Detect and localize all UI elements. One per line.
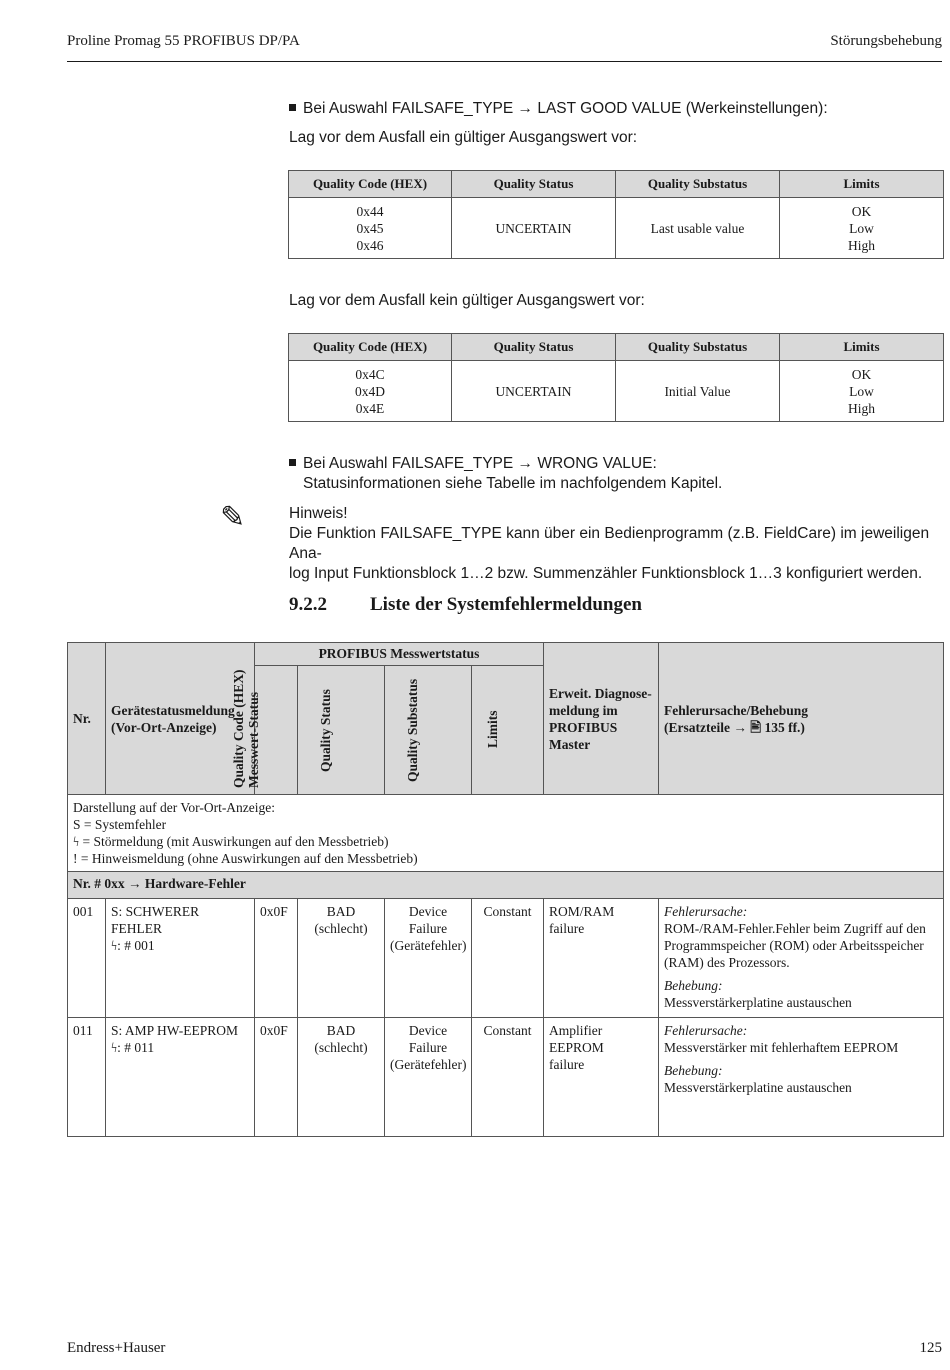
diagnosis-text: failure — [549, 921, 585, 936]
legend-line: ϟ = Störmeldung (mit Auswirkungen auf den Messbetrieb) — [73, 834, 389, 849]
header-limits: Limits — [780, 334, 944, 361]
cell-nr: 001 — [68, 899, 106, 1018]
code-value: 0x44 — [356, 203, 384, 219]
section-title: Liste der Systemfehlermeldungen — [370, 594, 642, 615]
vertical-header-text: Quality Substatus — [405, 678, 420, 782]
header-text: Erweit. Diagnose- — [549, 685, 652, 701]
header-quality-code: Quality Code (HEX) — [289, 171, 452, 198]
cell-quality-status — [298, 899, 385, 1018]
quality-table-valid — [288, 170, 944, 259]
header-text: Messwert-Status — [246, 692, 261, 788]
bullet-last-good-value — [289, 99, 828, 119]
note-line: Die Funktion FAILSAFE_TYPE kann über ein Bedienprogramm (z.B. FieldCare) im jeweiligen Ana- — [289, 525, 930, 562]
header-quality-substatus — [385, 666, 472, 795]
cell-quality-substatus — [385, 899, 472, 1018]
message-text: S: AMP HW-EEPROM — [111, 1023, 239, 1038]
code-value: 0x4E — [355, 400, 385, 416]
header-text: (Ersatzteile → 🖹 135 ff.) — [664, 719, 805, 735]
cell-quality-status: UNCERTAIN — [452, 361, 616, 422]
message-text: S: SCHWERER FEHLER — [111, 904, 200, 936]
paragraph-valid-value: Lag vor dem Ausfall ein gültiger Ausgangswert vor: — [289, 129, 638, 146]
company-name: Endress+Hauser — [67, 1340, 166, 1356]
section-number: 9.2.2 — [289, 594, 327, 615]
display-legend — [68, 795, 944, 872]
cell-limits: Constant — [472, 899, 544, 1018]
header-quality-status: Quality Status — [452, 171, 616, 198]
header-limits — [472, 666, 544, 795]
message-text: ϟ: # 001 — [111, 938, 155, 953]
legend-line: S = Systemfehler — [73, 817, 167, 832]
cell-quality-code: 0x0F — [255, 899, 298, 1018]
limit-value: Low — [849, 383, 874, 399]
substatus-text: (Gerätefehler) — [390, 938, 467, 953]
cell-quality-codes — [289, 361, 452, 422]
table-row — [68, 899, 944, 1018]
cell-message — [106, 899, 255, 1018]
header-quality-code: Quality Code (HEX) — [289, 334, 452, 361]
table-row — [289, 361, 944, 422]
status-text: BAD — [326, 904, 356, 919]
limit-value: OK — [851, 203, 872, 219]
page-header — [67, 33, 942, 62]
vertical-header-text — [231, 669, 261, 788]
cell-quality-codes — [289, 198, 452, 259]
header-limits: Limits — [780, 171, 944, 198]
table-row — [68, 1018, 944, 1137]
cell-limits — [780, 198, 944, 259]
cell-quality-substatus: Last usable value — [616, 198, 780, 259]
vertical-header-text: Quality Status — [318, 689, 333, 772]
limit-value: High — [848, 400, 875, 416]
pencil-icon: ✎ — [220, 501, 246, 534]
substatus-text: Device Failure — [408, 904, 448, 936]
header-quality-status: Quality Status — [452, 334, 616, 361]
header-text: (Vor-Ort-Anzeige) — [111, 719, 217, 735]
code-value: 0x45 — [356, 220, 384, 236]
cell-quality-status: UNCERTAIN — [452, 198, 616, 259]
cell-nr: 011 — [68, 1018, 106, 1137]
chapter-title: Störungsbehebung — [830, 33, 942, 49]
limit-value: Low — [849, 220, 874, 236]
header-quality-substatus: Quality Substatus — [616, 334, 780, 361]
fix-label: Behebung: — [664, 978, 723, 993]
limit-value: OK — [851, 366, 872, 382]
hardware-error-section: Nr. # 0xx → Hardware-Fehler — [68, 872, 944, 899]
header-quality-status — [298, 666, 385, 795]
bullet-square-icon — [289, 459, 296, 466]
header-quality-substatus: Quality Substatus — [616, 171, 780, 198]
cause-label: Fehlerursache: — [664, 1023, 748, 1038]
table-header-row — [289, 171, 944, 198]
paragraph-no-valid-value: Lag vor dem Ausfall kein gültiger Ausgangswert vor: — [289, 292, 645, 309]
limit-value: High — [848, 237, 875, 253]
header-text: PROFIBUS — [549, 719, 618, 735]
table-row — [289, 198, 944, 259]
diagnosis-text: failure — [549, 1057, 585, 1072]
document-title: Proline Promag 55 PROFIBUS DP/PA — [67, 33, 300, 49]
fix-text: Messverstärkerplatine austauschen — [664, 1080, 852, 1095]
cell-quality-substatus: Initial Value — [616, 361, 780, 422]
section-row — [68, 872, 944, 899]
cell-limits — [780, 361, 944, 422]
legend-row — [68, 795, 944, 872]
cause-text: ROM-/RAM-Fehler.Fehler beim Zugriff auf den Programmspeicher (ROM) oder Arbeitsspeicher (RAM) des Prozessors. — [664, 921, 926, 970]
substatus-text: (Gerätefehler) — [390, 1057, 467, 1072]
cause-text: Messverstärker mit fehlerhaftem EEPROM — [664, 1040, 899, 1055]
cell-quality-code: 0x0F — [255, 1018, 298, 1137]
status-text: (schlecht) — [314, 921, 368, 936]
legend-line: ! = Hinweismeldung (ohne Auswirkungen auf den Messbetrieb) — [73, 851, 418, 866]
page-number: 125 — [919, 1340, 942, 1356]
diagnosis-text: Amplifier EEPROM — [549, 1023, 604, 1055]
bullet-text: Bei Auswahl FAILSAFE_TYPE → LAST GOOD VALUE (Werkeinstellungen): — [303, 100, 828, 117]
cause-label: Fehlerursache: — [664, 904, 748, 919]
bullet-wrong-value — [289, 454, 722, 494]
note-block — [289, 504, 942, 584]
code-value: 0x4C — [355, 366, 385, 382]
table-header-row — [289, 334, 944, 361]
header-text: Gerätestatusmeldung — [111, 702, 235, 718]
header-text: Quality Code (HEX) — [231, 669, 246, 788]
header-text: Master — [549, 736, 591, 752]
cell-quality-status — [298, 1018, 385, 1137]
message-text: ϟ: # 011 — [111, 1040, 155, 1055]
code-value: 0x46 — [356, 237, 384, 253]
cell-cause-fix — [659, 1018, 944, 1137]
cell-message — [106, 1018, 255, 1137]
table-header-row — [68, 643, 944, 666]
cell-diagnosis — [544, 899, 659, 1018]
bullet-text-continued: Statusinformationen siehe Tabelle im nachfolgendem Kapitel. — [303, 475, 723, 492]
vertical-header-text: Limits — [484, 710, 500, 748]
cell-diagnosis — [544, 1018, 659, 1137]
diagnosis-text: ROM/RAM — [549, 904, 615, 919]
quality-table-initial — [288, 333, 944, 422]
status-text: BAD — [326, 1023, 356, 1038]
header-text: meldung im — [549, 702, 618, 718]
cell-limits: Constant — [472, 1018, 544, 1137]
fix-text: Messverstärkerplatine austauschen — [664, 995, 852, 1010]
header-profibus-status: PROFIBUS Messwertstatus — [255, 643, 544, 666]
system-error-table — [67, 642, 944, 1137]
code-value: 0x4D — [355, 383, 385, 399]
header-quality-code — [231, 666, 298, 795]
header-text: Fehlerursache/Behebung — [664, 702, 808, 718]
note-title: Hinweis! — [289, 505, 348, 522]
header-cause-fix — [659, 643, 944, 795]
header-nr: Nr. — [68, 643, 106, 795]
fix-label: Behebung: — [664, 1063, 723, 1078]
status-text: (schlecht) — [314, 1040, 368, 1055]
bullet-text: Bei Auswahl FAILSAFE_TYPE → WRONG VALUE: — [303, 455, 657, 472]
header-diagnosis — [544, 643, 659, 795]
section-heading — [289, 594, 642, 616]
legend-line: Darstellung auf der Vor-Ort-Anzeige: — [73, 800, 276, 815]
cell-cause-fix — [659, 899, 944, 1018]
bullet-square-icon — [289, 104, 296, 111]
cell-quality-substatus — [385, 1018, 472, 1137]
note-line: log Input Funktionsblock 1…2 bzw. Summenzähler Funktionsblock 1…3 konfiguriert werden. — [289, 565, 923, 582]
substatus-text: Device Failure — [408, 1023, 448, 1055]
